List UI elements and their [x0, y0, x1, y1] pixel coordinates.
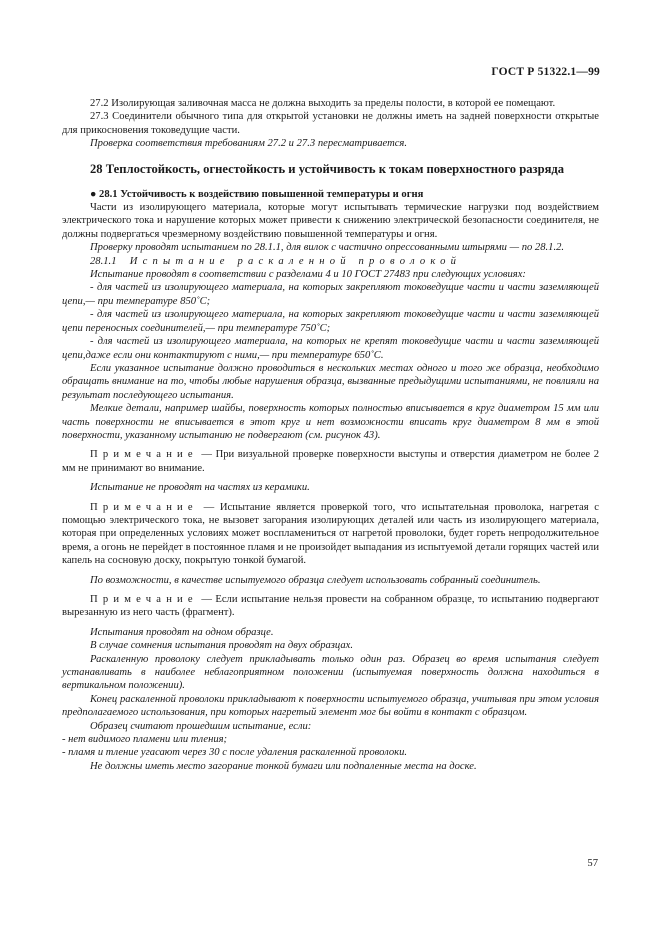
note-1	[62, 448, 599, 475]
paragraph-several-places: Если указанное испытание должно проводиться в нескольких местах одного и того же образца, необходимо обращать внимание на то, чтобы любые нарушения образца, вызванные предыдущими испытаниями, не повлияли на результат последующего испытания.	[62, 362, 599, 401]
paragraph-28-1-text: Части из изолирующего материала, которые могут испытывать термические нагрузки под воздействием электрического тока и нарушение которых может привести к снижению электрической безопасности соединителя, не должны подвергаться чрезмерному воздействию повышенной температуры и огня.	[62, 202, 599, 240]
paragraph-27-3: 27.3 Соединители обычного типа для открытой установки не должны иметь на задней поверхности открытые для прикосновения токоведущие части.	[62, 111, 599, 136]
note-3	[62, 593, 599, 620]
note-text: — Испытание является проверкой того, что испытательная проволока, нагретая с помощью электрического тока, не вызовет загорания изолирующих деталей или часть из изолирующего материала, которая при определенных условиях может воспламениться от нагретой проволоки, будет гореть непродолжительное время, а огонь не перейдет в постоянное пламя и не произойдет выпадания из испытуемой детали горящих частей или капель на сосновую доску, покрытую тонкой бумагой.	[62, 501, 600, 567]
note-label: Примечание	[90, 501, 198, 513]
condition-no-flame: - нет видимого пламени или тления;	[62, 734, 228, 746]
condition-no-paper-ignition: Не должны иметь место загорание тонкой бумаги или подпаленные места на доске.	[90, 760, 477, 772]
list-item-650: - для частей из изолирующего материала, на которых не крепят токоведущие части и части заземляющей цепи,даже если они контактируют с ними,— при температуре 650˚С.	[62, 336, 599, 361]
paragraph-28-1-check: Проверку проводят испытанием по 28.1.1, для вилок с частично опрессованными штырями — по 28.1.2.	[90, 242, 565, 254]
page-number: 57	[587, 858, 598, 869]
list-item-750: - для частей из изолирующего материала, на которых закрепляют токоведущие части и части заземляющей цепи переносных соединителей,— при температуре 750˚С;	[62, 309, 599, 334]
subsection-heading-28-1: ● 28.1 Устойчивость к воздействию повышенной температуры и огня	[90, 188, 424, 200]
paragraph-27-check: Проверка соответствия требованиям 27.2 и 27.3 пересматривается.	[90, 138, 407, 150]
subsection-heading-28-1-1	[62, 255, 599, 268]
paragraph-doubt: В случае сомнения испытания проводят на двух образцах.	[90, 640, 353, 652]
paragraph-ceramic: Испытание не проводят на частях из керамики.	[90, 482, 310, 494]
note-text: — Если испытание нельзя провести на собранном образце, то испытанию подвергают вырезанную из него часть (фрагмент).	[62, 594, 599, 619]
condition-extinguish: - пламя и тление угасают через 30 с после удаления раскаленной проволоки.	[62, 747, 408, 759]
paragraph-small-parts: Мелкие детали, например шайбы, поверхность которых полностью вписывается в круг диаметром 15 мм или часть поверхности не вписывается в этот круг и нет возможности вписать круг диаметром 8 мм в этой поверхности, указанному испытанию не подвергают (см. рисунок 43).	[62, 403, 599, 441]
section-heading-28: 28 Теплостойкость, огнестойкость и устойчивость к токам поверхностного разряда	[90, 161, 565, 176]
subsection-number: 28.1.1	[90, 255, 117, 267]
paragraph-wire-once: Раскаленную проволоку следует прикладывать только один раз. Образец во время испытания следует устанавливать в наиболее неблагоприятном положении (испытуемая поверхность должна находиться в вертикальном положении).	[62, 653, 599, 692]
paragraph-passed: Образец считают прошедшим испытание, если:	[90, 720, 312, 732]
note-2	[62, 501, 599, 568]
paragraph-one-sample: Испытания проводят на одном образце.	[90, 626, 274, 638]
paragraph-possible: По возможности, в качестве испытуемого образца следует использовать собранный соединитель.	[90, 574, 541, 586]
note-label: Примечание	[90, 594, 198, 605]
note-label: Примечание	[90, 449, 198, 461]
subsection-title: Испытание раскаленной проволокой	[129, 255, 462, 267]
note-text: — При визуальной проверке поверхности выступы и отверстия диаметром не более 2 мм не принимают во внимание.	[62, 449, 599, 474]
document-header: ГОСТ Р 51322.1—99	[491, 66, 600, 78]
page-content	[62, 97, 599, 773]
paragraph-wire-end: Конец раскаленной проволоки прикладывают к поверхности испытуемого образца, учитывая при этом условия предполагаемого использования, при которых нагретый элемент мог бы войти в контакт с образцом.	[62, 693, 599, 719]
list-item-850: - для частей из изолирующего материала, на которых закрепляют токоведущие части и части заземляющей цепи,— при температуре 850˚С;	[62, 282, 599, 307]
paragraph-27-2: 27.2 Изолирующая заливочная масса не должна выходить за пределы полости, в которой ее помещают.	[90, 98, 556, 109]
paragraph-test-gost: Испытание проводят в соответствии с разделами 4 и 10 ГОСТ 27483 при следующих условиях:	[90, 269, 526, 281]
